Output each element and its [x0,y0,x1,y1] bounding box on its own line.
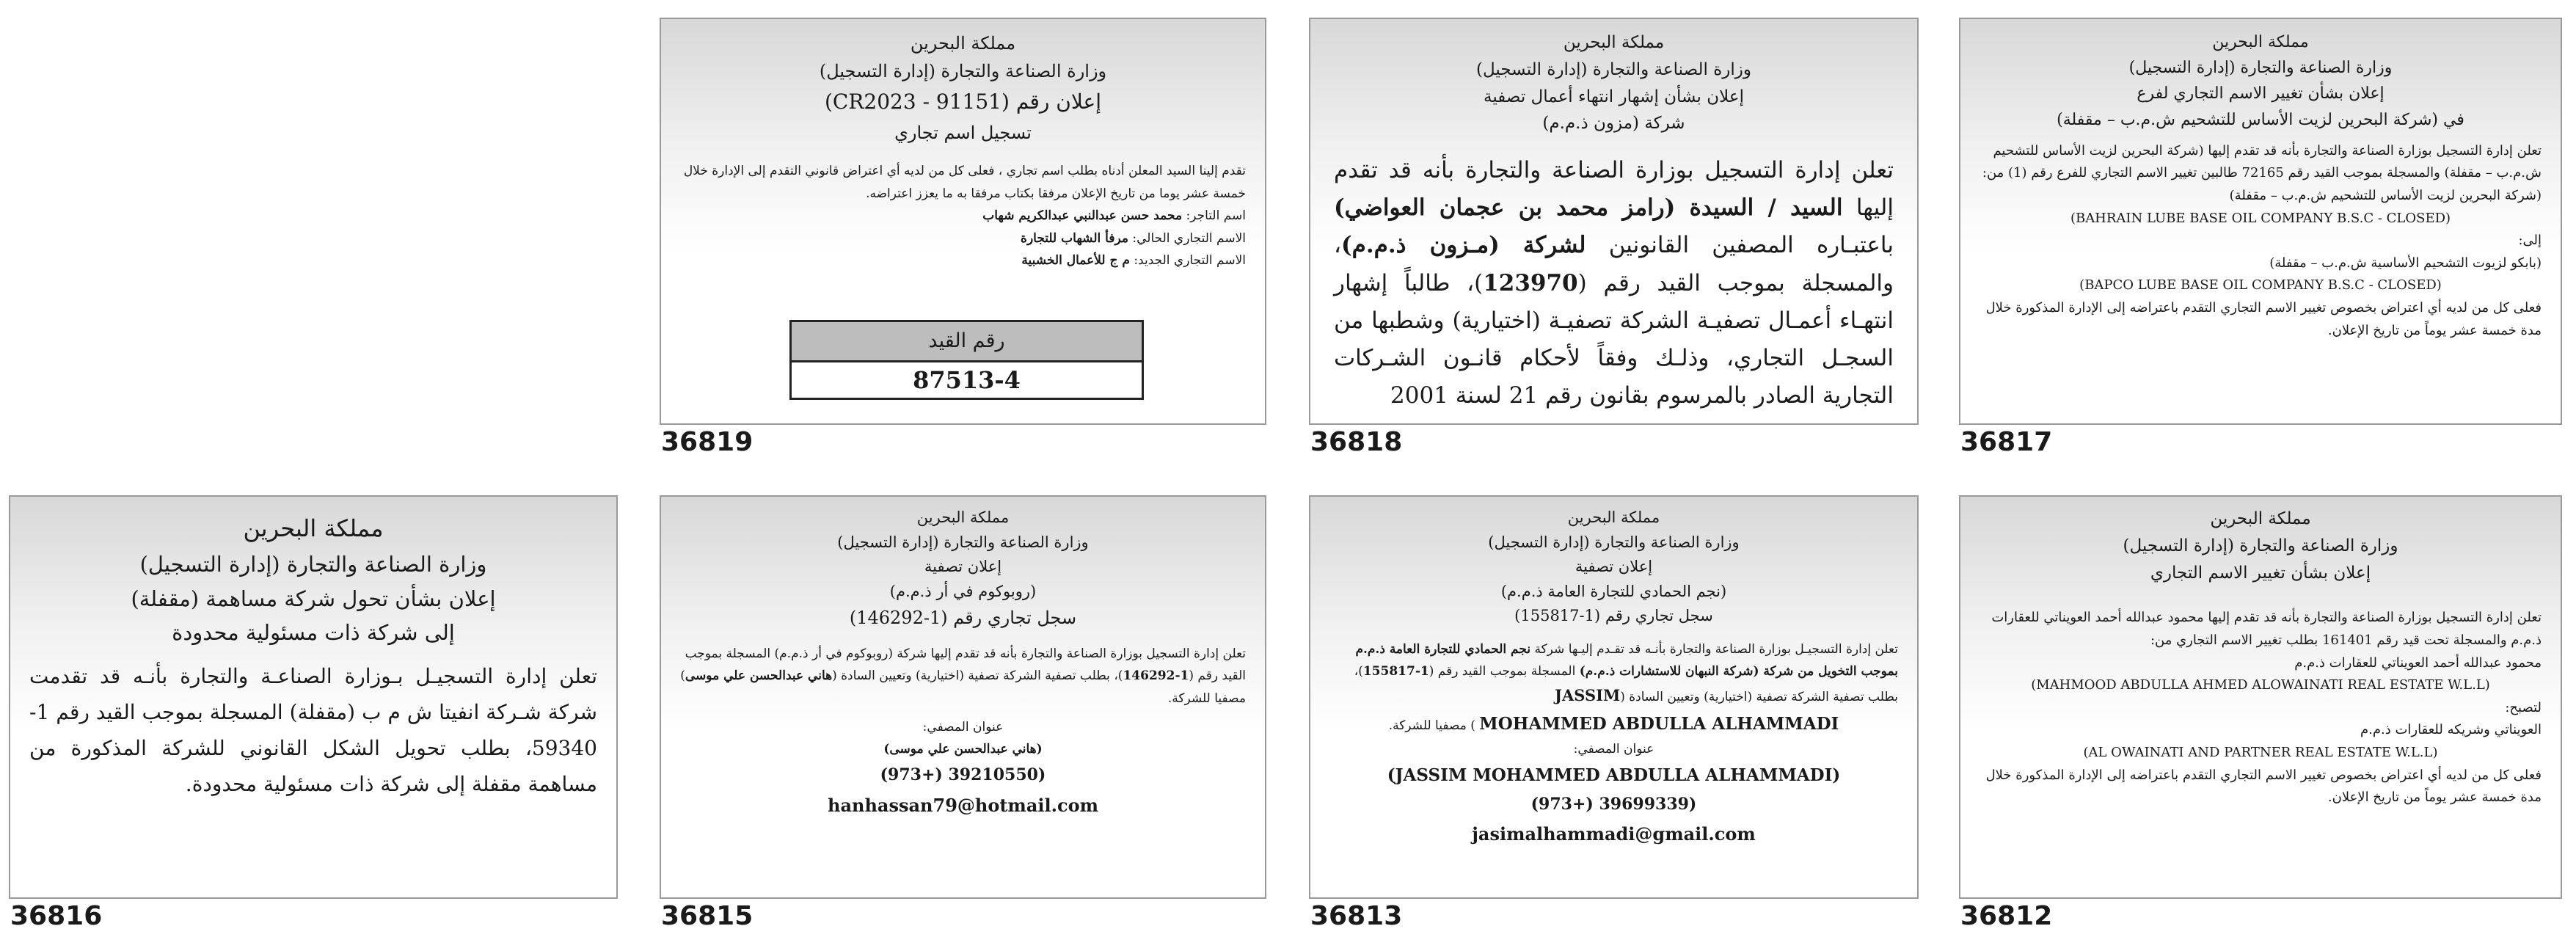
applicant-name: السيد / السيدة (رامز محمد بن عجمان العواضي) [1334,194,1843,222]
notice-header-ministry: وزارة الصناعة والتجارة (إدارة التسجيل) [837,533,1089,551]
current-name-line: الاسم التجاري الحالي: مرفأ الشهاب للتجارة [1021,230,1246,246]
current-trade-name: مرفأ الشهاب للتجارة [1021,230,1128,246]
liquidator-address-label: عنوان المصفي: [922,719,1004,734]
registration-box-header: رقم القيد [792,322,1142,362]
notice-header-country: مملكة البحرين [1567,508,1660,526]
to-label: لتصبح: [2505,699,2542,715]
notice-header-country: مملكة البحرين [910,33,1016,54]
liquidator-phone: (973+) 39699339) [1530,795,1697,814]
notice-header-country: مملكة البحرين [916,508,1010,526]
registration-line: سجل تجاري رقم (1-146292) [849,608,1077,629]
liquidator-phone: (973+) 39210550) [880,765,1046,784]
objection-text: فعلى كل من لديه أي اعتراض بخصوص تغيير الاسم التجاري التقدم باعتراضه إلى الإدارة المذكورة خلال مدة خمسة عشر يوماً من تاريخ الإعلان. [1985,767,2542,806]
trader-name: محمد حسن عبدالنبي عبدالكريم شهاب [982,208,1183,224]
notice-body: تعلن إدارة التسجيل بوزارة الصناعة والتجارة بأنه قد تقدم إليها شركة (روبوكوم في أر ذ.م.م) المسجلة بموجب القيد رقم (1-146292)، بطلب تصفية الشركة تصفية (اختيارية) وتعيين السادة (هاني عبدالحسن علي موسى) مصفيا للشركة. [680,646,1246,706]
notice-number: 36818 [1310,427,1403,457]
notice-subtitle: في (شركة البحرين لزيت الأساس للتشحيم ش.م.ب – مقفلة) [2057,110,2464,129]
new-name-en: (AL OWAINATI AND PARTNER REAL ESTATE W.L.L) [2083,744,2438,760]
notice-header-ministry: وزارة الصناعة والتجارة (إدارة التسجيل) [139,552,487,577]
liquidator-first-name: JASSIM [1555,686,1621,705]
new-trade-name: م ج للأعمال الخشبية [1021,253,1130,269]
liquidator-address-label: عنوان المصفي: [1573,742,1654,757]
notice-header-country: مملكة البحرين [2212,33,2309,51]
registration-box-value: 87513-4 [792,362,1142,398]
notice-36817 [1959,18,2562,425]
old-name-ar: محمود عبدالله أحمد العويناتي للعقارات ذ.م.م [2294,655,2542,671]
notice-title: إعلان رقم (91151 - CR2023) [824,89,1102,114]
notice-36816 [9,495,618,899]
registration-number: 1-155817 [1362,663,1429,679]
liquidator-line: MOHAMMED ABDULLA ALHAMMADI ) مصفيا للشركة. [1388,714,1839,734]
registration-line: سجل تجاري رقم (1-155817) [1514,607,1713,625]
liquidator-name-en: MOHAMMED ABDULLA ALHAMMADI [1479,714,1839,734]
company-name: لشركة (مـزون ذ.م.م) [1341,232,1586,259]
notice-body: تقدم إلينا السيد المعلن أدناه بطلب اسم تجاري ، فعلى كل من لديه أي اعتراض قانوني التقدم إلى الإدارة خلال خمسة عشر يوما من تاريخ الإعلان مرفقا بكتاب مرفقا به ما يعزز اعتراضه. [683,163,1246,201]
registration-box [789,320,1144,400]
notice-36818 [1309,18,1919,425]
new-name-line: الاسم التجاري الجديد: م ج للأعمال الخشبية [1021,253,1246,269]
notice-subtitle: إلى شركة ذات مسئولية محدودة [172,619,455,645]
notice-36813 [1309,495,1919,899]
liquidator-full-name: (هاني عبدالحسن علي موسى) [883,742,1043,757]
liquidator-email: hanhassan79@hotmail.com [828,795,1098,817]
liquidator-email: jasimalhammadi@gmail.com [1472,823,1756,845]
registration-number: 1-146292 [1123,668,1189,684]
applicant-name: نجم الحمادي للتجارة العامة ذ.م.م بموجب التخويل من شركة (شركة النبهان للاستشارات ذ.م.م) [1355,641,1898,679]
notice-header-ministry: وزارة الصناعة والتجارة (إدارة التسجيل) [1476,59,1751,79]
notice-subtitle: تسجيل اسم تجاري [894,122,1032,143]
notice-title: إعلان بشأن تغيير الاسم التجاري لفرع [2137,84,2385,103]
notice-header-country: مملكة البحرين [1563,33,1665,52]
notice-header-country: مملكة البحرين [243,514,384,542]
notice-header-ministry: وزارة الصناعة والتجارة (إدارة التسجيل) [2128,59,2393,78]
old-name-en: (BAHRAIN LUBE BASE OIL COMPANY B.S.C - CLOSED) [2070,210,2451,226]
notice-title: إعلان تصفية [924,558,1002,576]
notice-number: 36819 [661,427,754,457]
notice-number: 36813 [1310,901,1403,931]
notice-body: تعلن إدارة التسجيل بوزارة الصناعة والتجارة بأنه قد تقدم إليها (شركة البحرين لزيت الأساس للتشحيم ش.م.ب – مقفلة) والمسجلة بموجب القيد رقم 72165 طالبين تغيير الاسم التجاري للفرع رقم (1) من: [1982,142,2542,181]
liquidator-full-name: (JASSIM MOHAMMED ABDULLA ALHAMMADI) [1387,765,1841,786]
notice-subtitle: (روبوكوم في أر ذ.م.م) [889,582,1037,600]
notice-number: 36815 [661,901,754,931]
notice-body: تعلن إدارة التسجيل بوزارة الصناعة والتجارة بأنه قد تقدم إليها السيد / السيدة (رامز محمد بن عجمان العواضي) باعتبـاره المصفين القانونين لشركة (مـزون ذ.م.م)، والمسجلة بموجب القيد رقم (123970)، طالباً إشهار انتهـاء أعمـال تصفيـة الشركة تصفيـة (اختيارية) وشطبها من السجـل التجاري، وذلـك وفقاً لأحكام قانـون الشـركات التجارية الصادر بالمرسوم بقانون رقم 21 لسنة 2001 [1334,157,1894,409]
notice-36815 [660,495,1266,899]
old-name-ar: (شركة البحرين لزيت الأساس للتشحيم ش.م.ب – مقفلة) [2229,187,2542,203]
notice-number: 36817 [1960,427,2053,457]
notice-header-ministry: وزارة الصناعة والتجارة (إدارة التسجيل) [819,61,1107,82]
new-name-ar: العويناتي وشريكه للعقارات ذ.م.م [2360,722,2542,738]
notice-header-ministry: وزارة الصناعة والتجارة (إدارة التسجيل) [1488,533,1740,551]
notice-subtitle: (نجم الحمادي للتجارة العامة ذ.م.م) [1500,582,1727,600]
notice-title: إعلان تصفية [1575,558,1653,576]
notice-title: إعلان بشأن إشهار انتهاء أعمال تصفية [1483,87,1745,106]
notice-body: تعلن إدارة التسجيـل بوزارة الصناعة والتجارة بأنـه قد تقـدم إليـها شركة نجم الحمادي للتجارة العامة ذ.م.م بموجب التخويل من شركة (شركة النبهان للاستشارات ذ.م.م) المسجلة بموجب القيد رقم (1-155817)، بطلب تصفية الشركة تصفية (اختيارية) وتعيين السادة (JASSIM [1354,641,1898,705]
notice-number: 36816 [10,901,103,931]
notice-title: إعلان بشأن تحول شركة مساهمة (مقفلة) [131,586,496,611]
registration-number: 123970 [1483,269,1578,296]
notice-header-ministry: وزارة الصناعة والتجارة (إدارة التسجيل) [2123,536,2398,555]
new-name-ar: (بابكو لزيوت التشحيم الأساسية ش.م.ب – مقفلة) [2269,255,2542,271]
notice-body: تعلن إدارة التسجيـل بـوزارة الصناعـة والتجارة بأنـه قد تقدمت شركة شـركة انفيتا ش م ب (مقفلة) المسجلة بموجب القيد رقم 1-59340، بطلب تحويل الشكل القانوني للشركة المذكورة من مساهمة مقفلة إلى شركة ذات مسئولية محدودة. [29,664,597,797]
trader-line: اسم التاجر: محمد حسن عبدالنبي عبدالكريم شهاب [982,208,1246,224]
notice-title: إعلان بشأن تغيير الاسم التجاري [2150,563,2371,583]
old-name-en: (MAHMOOD ABDULLA AHMED ALOWAINATI REAL ESTATE W.L.L) [2031,677,2490,693]
objection-text: فعلى كل من لديه أي اعتراض بخصوص تغيير الاسم التجاري التقدم باعتراضه إلى الإدارة المذكورة خلال مدة خمسة عشر يوماً من تاريخ الإعلان. [1985,299,2542,338]
to-label: إلى: [2518,233,2542,249]
notice-header-country: مملكة البحرين [2210,509,2311,528]
new-name-en: (BAPCO LUBE BASE OIL COMPANY B.S.C - CLOSED) [2079,277,2442,294]
notice-36819 [660,18,1266,425]
notice-body: تعلن إدارة التسجيل بوزارة الصناعة والتجارة بأنه قد تقدم إليها محمود عبدالله أحمد العويناتي للعقارات ذ.م.م والمسجلة تحت قيد رقم 161401 بطلب تغيير الاسم التجاري من: [1991,610,2542,648]
liquidator-name: هاني عبدالحسن علي موسى [685,668,833,684]
notice-number: 36812 [1960,901,2053,931]
notice-subtitle: شركة (مزون ذ.م.م) [1542,114,1685,134]
notice-36812 [1959,495,2562,899]
